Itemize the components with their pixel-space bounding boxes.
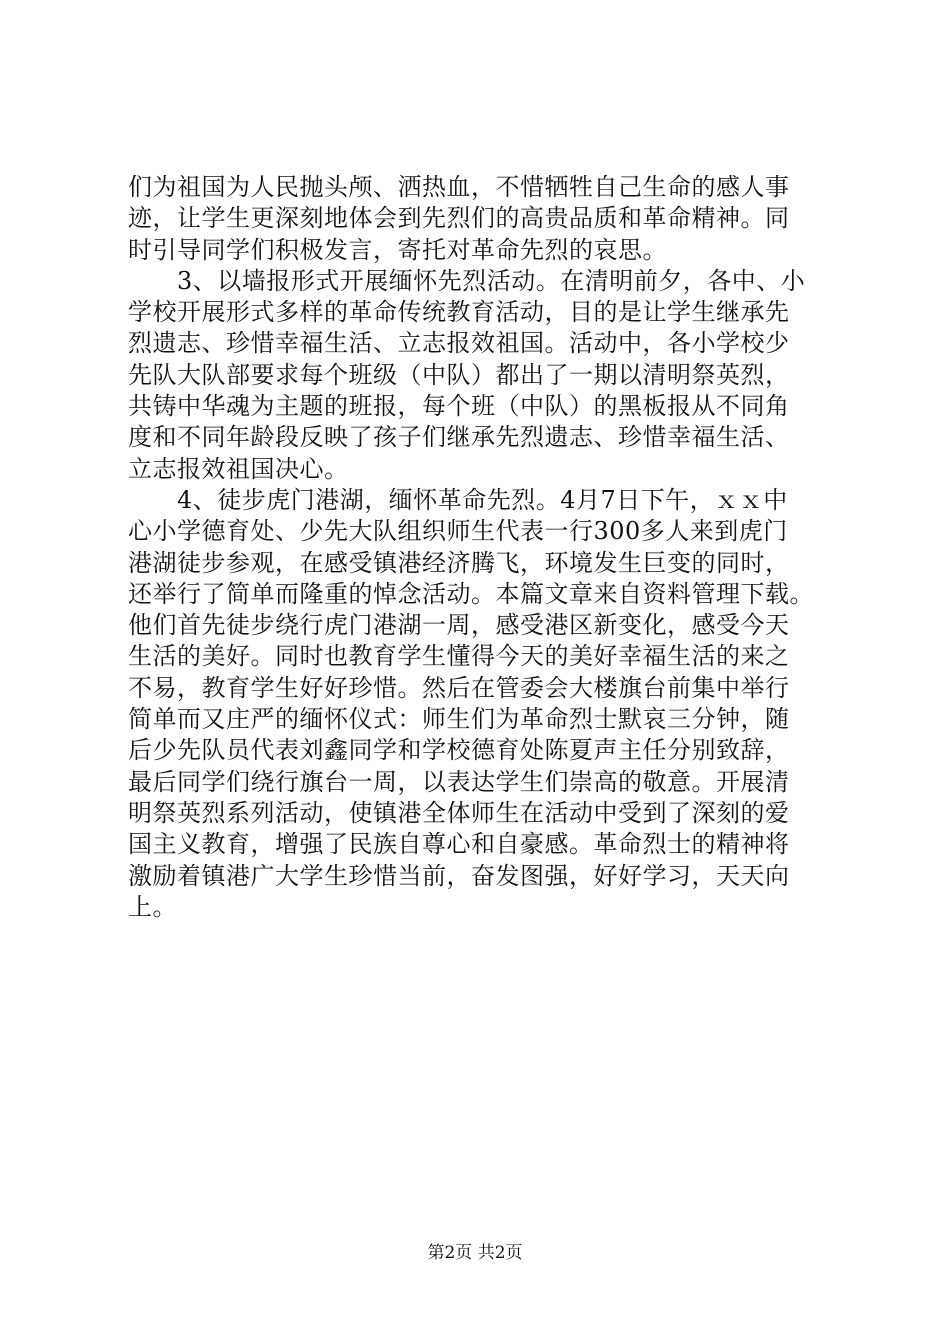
text-line: 最后同学们绕行旗台一周，以表达学生们崇高的敬意。开展清 <box>128 767 790 796</box>
text-line: 后少先队员代表刘鑫同学和学校德育处陈夏声主任分别致辞， <box>128 736 790 765</box>
text-line: 们为祖国为人民抛头颅、洒热血，不惜牺牲自己生命的感人事 <box>128 173 790 201</box>
text-line: 迹，让学生更深刻地体会到先烈们的高贵品质和革命精神。同 <box>128 204 790 233</box>
text-line: 4、徒步虎门港湖，缅怀革命先烈。4月7日下午，ｘｘ中 <box>128 485 788 514</box>
text-line: 港湖徒步参观，在感受镇港经济腾飞，环境发生巨变的同时， <box>128 548 790 577</box>
text-line: 心小学德育处、少先大队组织师生代表一行300多人来到虎门 <box>128 517 788 546</box>
text-line: 时引导同学们积极发言，寄托对革命先烈的哀思。 <box>128 235 667 264</box>
page-number-footer: 第2页 共2页 <box>427 1243 523 1263</box>
text-line: 不易，教育学生好好珍惜。然后在管委会大楼旗台前集中举行 <box>128 673 790 702</box>
text-line: 共铸中华魂为主题的班报，每个班（中队）的黑板报从不同角 <box>128 392 790 421</box>
text-line: 生活的美好。同时也教育学生懂得今天的美好幸福生活的来之 <box>128 642 790 671</box>
text-line: 还举行了简单而隆重的悼念活动。本篇文章来自资料管理下载。 <box>128 579 814 608</box>
text-line: 烈遗志、珍惜幸福生活、立志报效祖国。活动中，各小学校少 <box>128 329 790 358</box>
text-line: 3、以墙报形式开展缅怀先烈活动。在清明前夕，各中、小 <box>128 266 806 295</box>
text-line: 他们首先徒步绕行虎门港湖一周，感受港区新变化，感受今天 <box>128 611 790 640</box>
text-line: 立志报效祖国决心。 <box>128 454 349 483</box>
text-line: 简单而又庄严的缅怀仪式：师生们为革命烈士默哀三分钟，随 <box>128 705 790 734</box>
text-line: 先队大队部要求每个班级（中队）都出了一期以清明祭英烈， <box>128 360 790 389</box>
text-line: 国主义教育，增强了民族自尊心和自豪感。革命烈士的精神将 <box>128 830 790 859</box>
text-line: 学校开展形式多样的革命传统教育活动，目的是让学生继承先 <box>128 298 790 327</box>
text-line: 明祭英烈系列活动，使镇港全体师生在活动中受到了深刻的爱 <box>128 798 790 827</box>
text-line: 上。 <box>128 892 177 921</box>
body-text <box>128 172 824 923</box>
text-line: 激励着镇港广大学生珍惜当前，奋发图强，好好学习，天天向 <box>128 861 790 890</box>
text-line: 度和不同年龄段反映了孩子们继承先烈遗志、珍惜幸福生活、 <box>128 423 790 452</box>
